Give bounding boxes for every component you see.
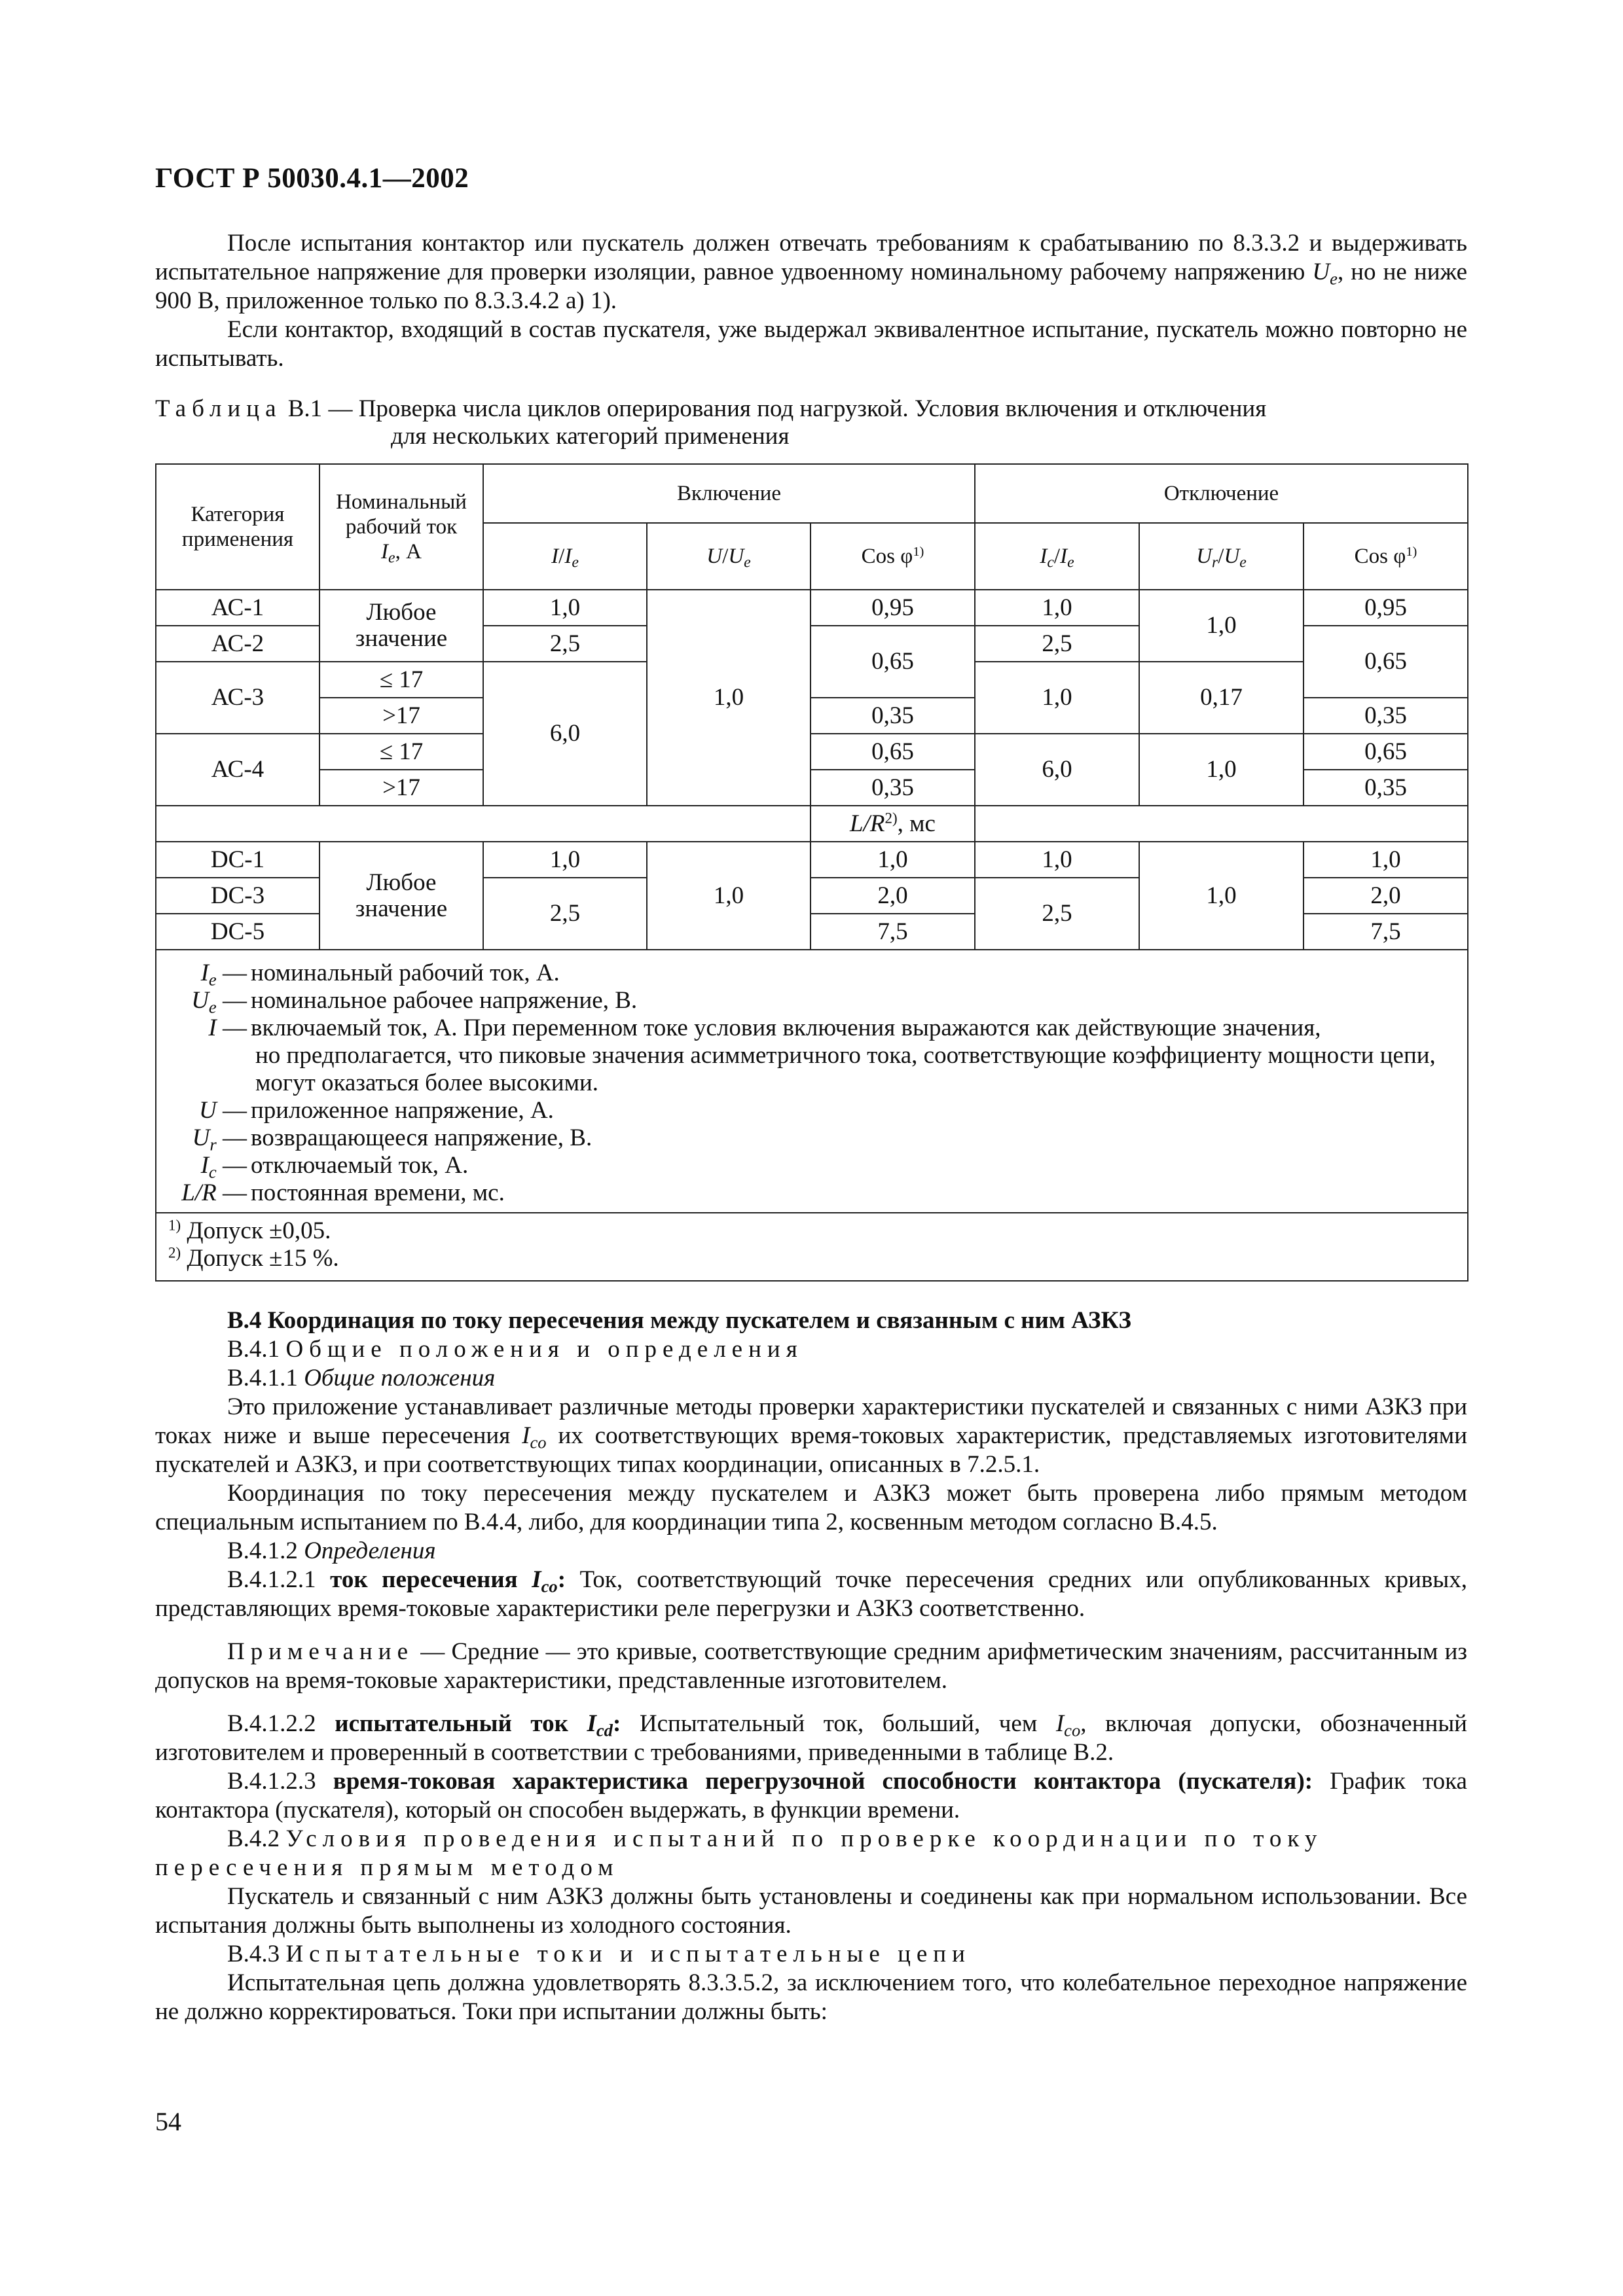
cell-dc-ur: 1,0 [1139,842,1304,950]
cell-ac-u: 1,0 [647,590,811,806]
cell-ac4-le17: ≤ 17 [319,734,483,770]
cell-category-ac4: АС-4 [156,734,319,806]
cell-ac3-le17: ≤ 17 [319,662,483,698]
cell-category-dc5: DC-5 [156,914,319,950]
cell-ac12-ur: 1,0 [1139,590,1304,662]
cell-dc1-ic: 1,0 [975,842,1139,878]
legend-ur: $U_r$ — возвращающееся напряжение, В. [192,1124,593,1155]
cell-ac1-cos-break: 0,95 [1304,590,1468,626]
legend-ie: $I_e$ — номинальный рабочий ток, А. [200,960,560,990]
cell-lr-blank-right [975,806,1468,842]
header-cos-break: Cos $\varphi^{1)}$ [1304,523,1468,590]
paragraph-annex-scope: Это приложение устанавливает различные методы проверки характеристики пускателей и связанных с ними АЗКЗ при токах ниже и выше пересечения $I_{co}$ их соответствующих время-токовых характеристик, представляемых изготовителями пускателей и АЗКЗ, и при соответствующих типах координации, описанных в 7.2.5.1. [155,1393,1467,1478]
heading-b42: В.4.2 Условия проведения испытаний по проверке координации по току пересечения прямым методом [155,1825,1323,1881]
cell-dc5-lr-break: 7,5 [1304,914,1468,950]
cell-ac1-i: 1,0 [483,590,647,626]
cell-ac1-cos: 0,95 [811,590,975,626]
legend-i-continued: но предполагается, что пиковые значения асимметричного тока, соответствующие коэффициенту мощности цепи, могут оказаться более высокими. [255,1042,1436,1096]
footnote-1: $^{1)}$ Допуск ±0,05. [168,1217,331,1244]
cell-ac4-le17-cos: 0,65 [811,734,975,770]
legend-ue: $U_e$ — номинальное рабочее напряжение, В. [191,987,638,1017]
cell-ac2-cos-break: 0,65 [1304,626,1468,698]
cell-ac4-gt17-cos-break: 0,35 [1304,770,1468,806]
cell-dc1-lr-break: 1,0 [1304,842,1468,878]
heading-b412: В.4.1.2 Определения [227,1537,436,1564]
cell-ac1-ic: 1,0 [975,590,1139,626]
heading-b43: В.4.3 Испытательные токи и испытательные цепи [227,1941,971,1967]
paragraph-coordination: Координация по току пересечения между пускателем и АЗКЗ может быть проверена либо прямым методом специальным испытанием по В.4.4, либо, для координации типа 2, косвенным методом согласно В.4.5. [155,1480,1467,1535]
cell-ac3-ac4-i: 6,0 [483,662,647,806]
header-category: Категория применения [156,464,319,590]
table-caption: Таблица В.1 — Проверка числа циклов оперирования под нагрузкой. Условия включения и отключения для нескольких категорий применения [155,395,1267,450]
header-cos-make: Cos $\varphi^{1)}$ [811,523,975,590]
cell-dc3-lr-break: 2,0 [1304,878,1468,914]
cell-ac2-ic: 2,5 [975,626,1139,662]
document-header: ГОСТ Р 50030.4.1—2002 [155,163,469,194]
paragraph-installation: Пускатель и связанный с ним АЗКЗ должны быть установлены и соединены как при нормальном использовании. Все испытания должны быть выполнены из холодного состояния. [155,1883,1467,1939]
legend-lr: L/R — постоянная времени, мс. [181,1179,505,1206]
cell-category-dc3: DC-3 [156,878,319,914]
paragraph-after-test: После испытания контактор или пускатель должен отвечать требованиям к срабатыванию по 8.3.3.2 и выдерживать испытательное напряжение для проверки изоляции, равное удвоенному номинальному рабочему напряжению $U_e$, но не ниже 900 В, приложенное только по 8.3.3.4.2 а) 1). [155,230,1467,314]
definition-crossover-current: В.4.1.2.1 ток пересечения $I_{co}$: Ток, соответствующий точке пересечения средних или опубликованных кривых, представляющих время-токовые характеристики реле перегрузки и АЗКЗ соответственно. [155,1566,1467,1622]
cell-dc1-i: 1,0 [483,842,647,878]
cell-ac2-i: 2,5 [483,626,647,662]
legend-u: U — приложенное напряжение, А. [199,1097,554,1124]
page-number: 54 [155,2107,181,2136]
section-b4 [155,1306,1467,2026]
footnote-2: $^{2)}$ Допуск ±15 %. [168,1244,339,1272]
cell-category-ac3: АС-3 [156,662,319,734]
cell-ac3-gt17-cos: 0,35 [811,698,975,734]
header-make: Включение [483,464,975,523]
cell-dc35-ic: 2,5 [975,878,1139,950]
header-i-ie: $I/I_e$ [483,523,647,590]
heading-b41: В.4.1 Общие положения и определения [227,1336,803,1363]
cell-ac3-gt17-cos-break: 0,35 [1304,698,1468,734]
cell-any-value-dc: Любое значение [319,842,483,950]
definition-overload-characteristic: В.4.1.2.3 время-токовая характеристика перегрузочной способности контактора (пускателя): График тока контактора (пускателя), который он способен выдержать, в функции времени. [155,1768,1467,1823]
table-legend [156,950,1468,1213]
cell-dc5-lr: 7,5 [811,914,975,950]
header-rated-current: Номинальный рабочий ток $I_e$, А [319,464,483,590]
intro-text [155,229,1467,373]
cell-ac4-ic: 6,0 [975,734,1139,806]
cell-ac3-ic: 1,0 [975,662,1139,734]
cell-category-ac1: АС-1 [156,590,319,626]
cell-dc-u: 1,0 [647,842,811,950]
cell-dc1-lr: 1,0 [811,842,975,878]
table-footnotes [156,1213,1468,1281]
cell-ac3-ur: 0,17 [1139,662,1304,734]
cell-ac2-cos: 0,65 [811,626,975,698]
cell-lr-blank-left [156,806,811,842]
operating-cycles-table [155,463,1468,1282]
header-break: Отключение [975,464,1468,523]
paragraph-test-circuit: Испытательная цепь должна удовлетворять 8.3.3.5.2, за исключением того, что колебательное переходное напряжение не должно корректироваться. Токи при испытании должны быть: [155,1969,1467,2025]
heading-b4: В.4 Координация по току пересечения между пускателем и связанным с ним АЗКЗ [227,1307,1131,1334]
cell-ac3-gt17: >17 [319,698,483,734]
header-ur-ue: $U_r/U_e$ [1139,523,1304,590]
definition-test-current: В.4.1.2.2 испытательный ток $I_{cd}$: Испытательный ток, больший, чем $I_{co}$, включая допуски, обозначенный изготовителем и проверенный в соответствии с требованиями, приведенными в таблице В.2. [155,1710,1467,1766]
cell-dc35-i: 2,5 [483,878,647,950]
paragraph-equivalent-test: Если контактор, входящий в состав пускателя, уже выдержал эквивалентное испытание, пускатель можно повторно не испытывать. [155,316,1467,372]
legend-i: I — включаемый ток, А. При переменном токе условия включения выражаются как действующие значения, [208,1014,1321,1041]
cell-ac4-le17-cos-break: 0,65 [1304,734,1468,770]
header-u-ue: $U/U_e$ [647,523,811,590]
heading-b411: В.4.1.1 Общие положения [227,1365,496,1391]
cell-lr-label: $L/R^{2)}$, мс [811,806,975,842]
cell-ac4-ur: 1,0 [1139,734,1304,806]
cell-ac4-gt17-cos: 0,35 [811,770,975,806]
cell-ac4-gt17: >17 [319,770,483,806]
cell-dc3-lr: 2,0 [811,878,975,914]
cell-category-dc1: DC-1 [156,842,319,878]
cell-any-value-ac: Любое значение [319,590,483,662]
note-average-curves: Примечание — Средние — это кривые, соответствующие средним арифметическим значениям, рассчитанным из допусков на время-токовые характеристики, представленные изготовителем. [155,1638,1467,1694]
cell-category-ac2: АС-2 [156,626,319,662]
header-ic-ie: $I_c/I_e$ [975,523,1139,590]
legend-ic: $I_c$ — отключаемый ток, А. [200,1152,469,1182]
